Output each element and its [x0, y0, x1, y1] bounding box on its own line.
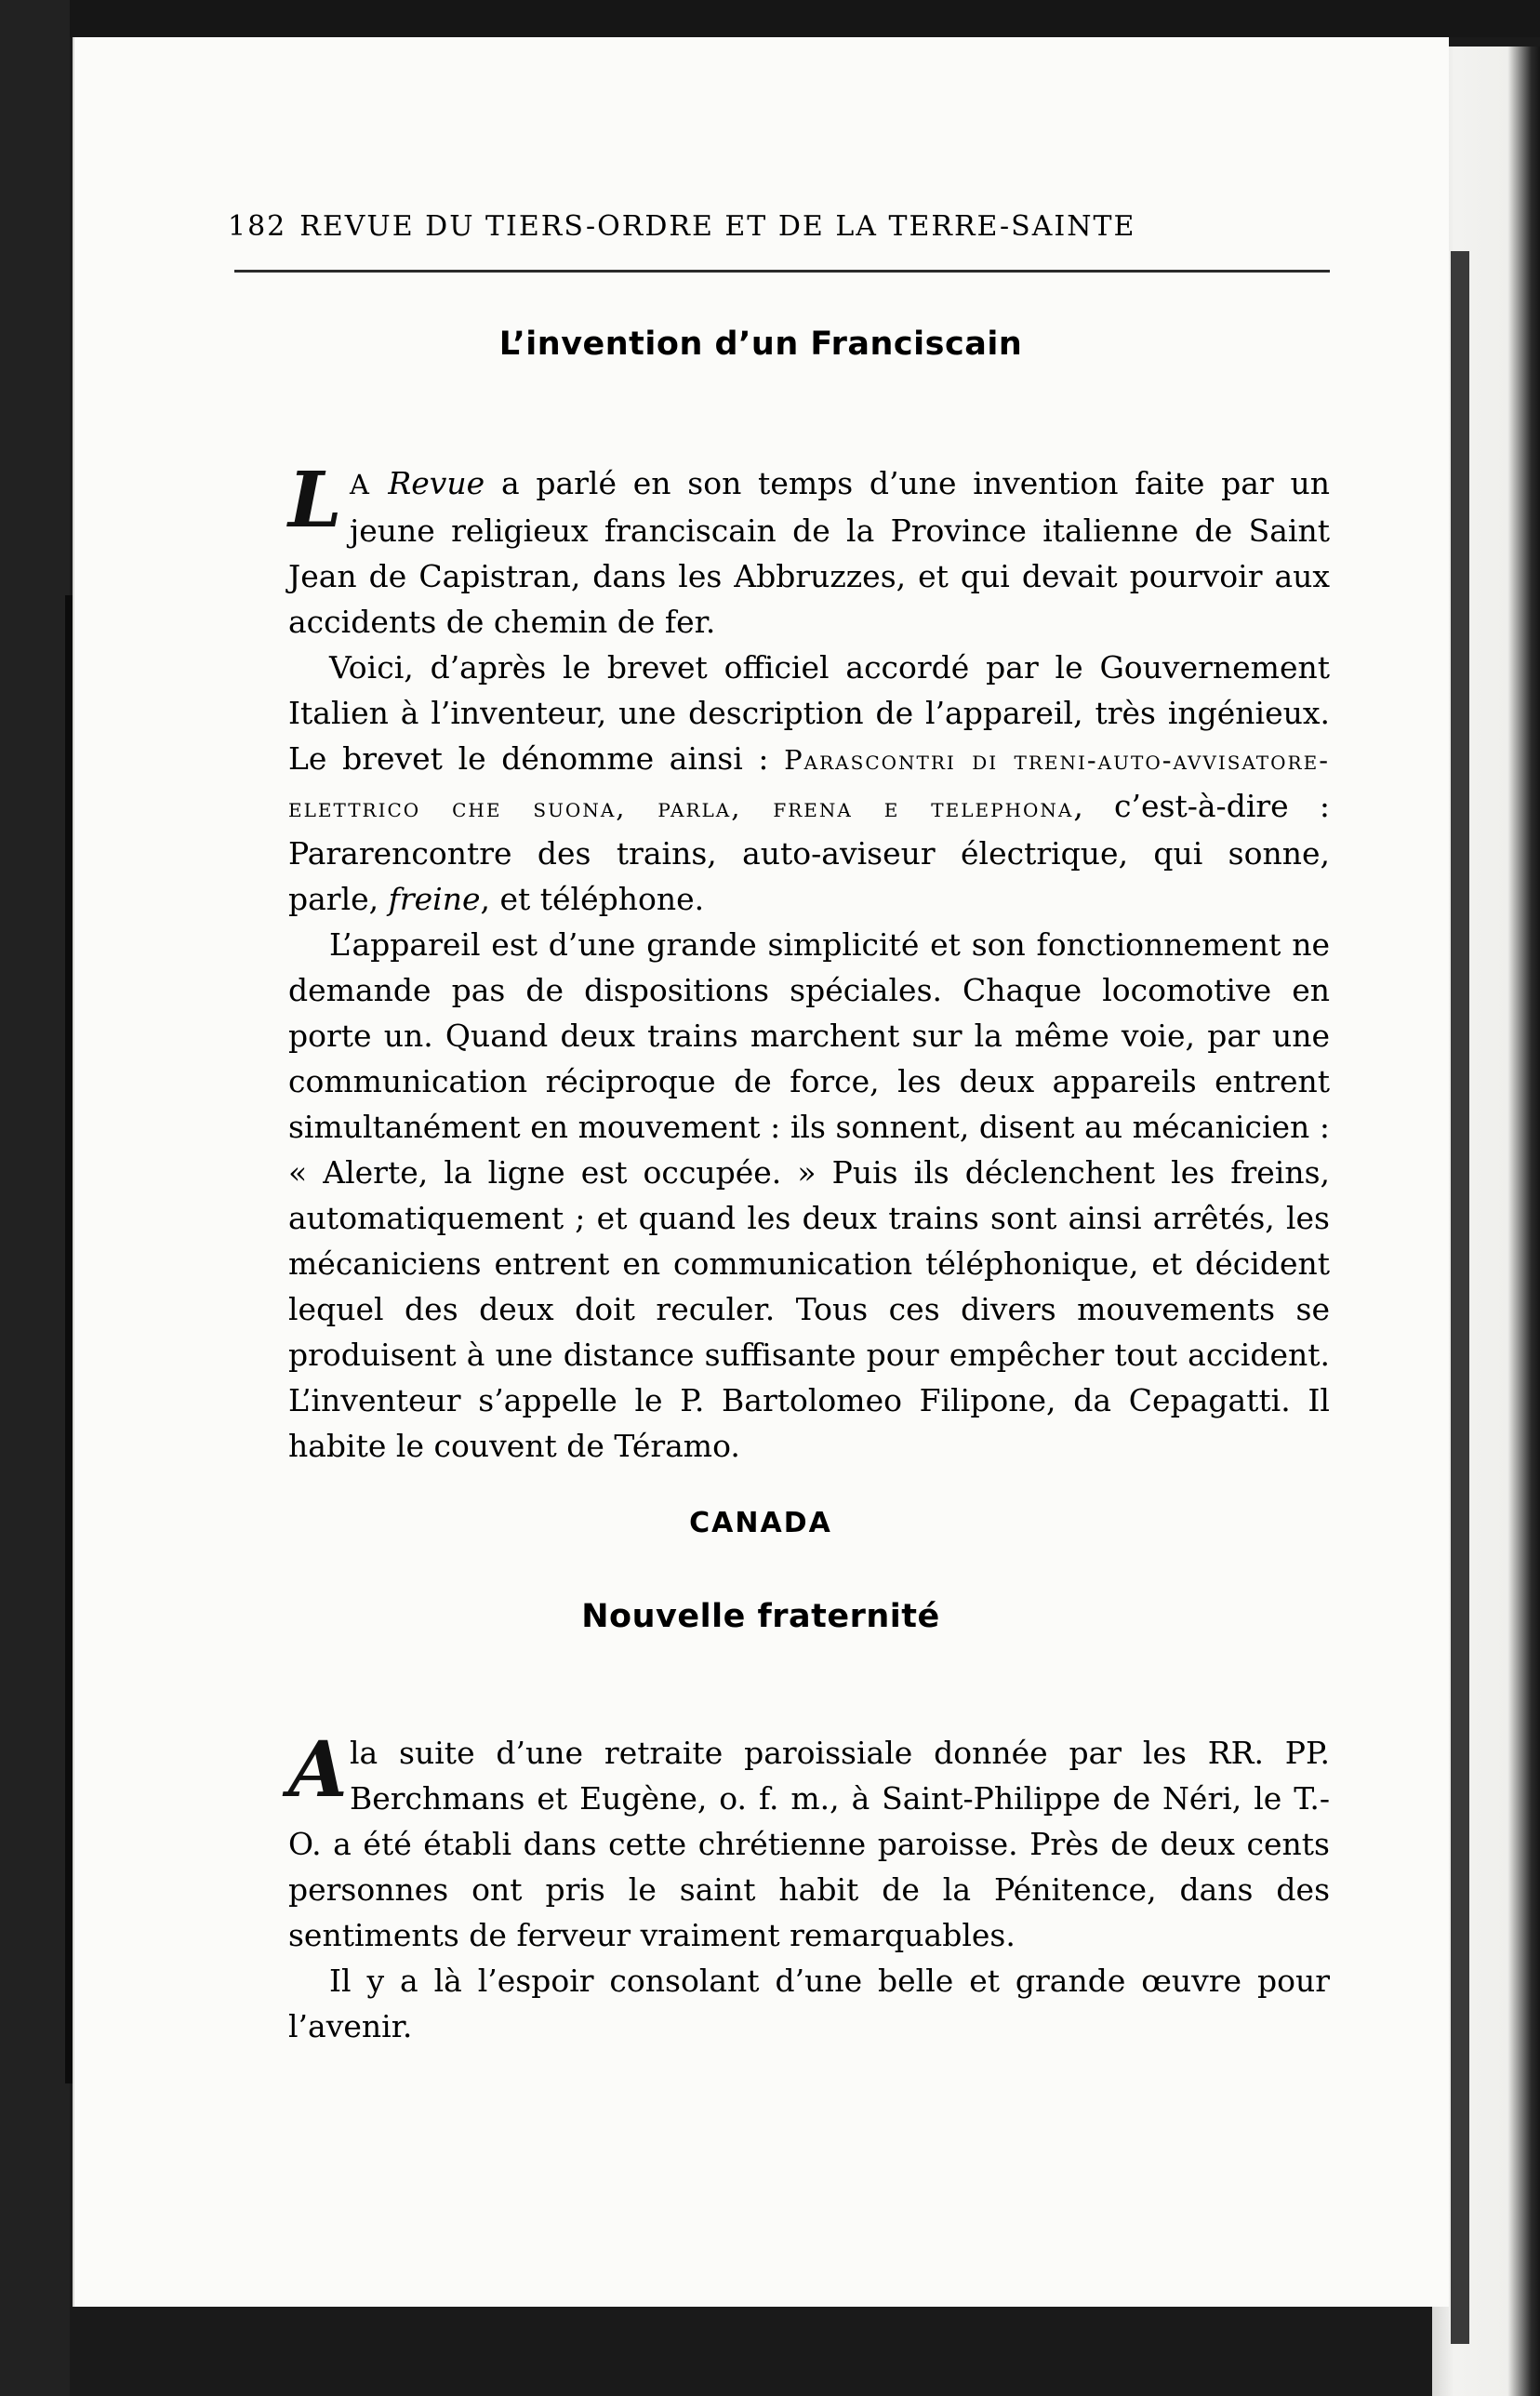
running-title: REVUE DU TIERS-ORDRE ET DE LA TERRE-SAINTE	[299, 210, 1136, 243]
patent-name: Parascontri di treni-auto-avvisatore-elettrico che suona, parla, frena e telephona	[288, 744, 1330, 823]
paragraph-intro	[288, 456, 1330, 645]
header-rule	[234, 270, 1330, 273]
scan-background-left	[0, 0, 70, 2396]
revue-italic: Revue	[388, 465, 485, 501]
freine-italic: freine	[388, 881, 481, 917]
scan-background-top	[0, 0, 1540, 37]
intro-text: a parlé en son temps d’une invention faite par un jeune religieux franciscain de la Province italienne de Saint Jean de Capistran, dans les Abbruzzes, et qui devait pourvoir aux accidents de chemin de fer.	[288, 465, 1330, 640]
patent-text-c: , et téléphone.	[480, 881, 705, 917]
intro-smallcaps: A	[350, 469, 389, 500]
paragraph-patent	[288, 645, 1330, 922]
paragraph-description: L’appareil est d’une grande simplicité et son fonctionnement ne demande pas de dispositions spéciales. Chaque locomotive en porte un. Quand deux trains marchent sur la même voie, par une communication réciproque de force, les deux appareils entrent simultanément en mouvement : ils sonnent, disent au mécanicien : « Alerte, la ligne est occupée. » Puis ils déclenchent les freins, automatiquement ; et quand les deux trains sont ainsi arrêtés, les mécaniciens entrent en communication téléphonique, et décident lequel des deux doit reculer. Tous ces divers mouvements se produisent à une distance suffisante pour empêcher tout accident. L’inventeur s’appelle le P. Bartolomeo Filipone, da Cepagatti. Il habite le couvent de Téramo.	[288, 926, 1330, 1464]
article-title-fraternite: Nouvelle fraternité	[581, 1598, 940, 1635]
patent-text-a: Voici, d’après le brevet officiel accordé par le Gouvernement Italien à l’inventeur, une description de l’appareil, très ingénieux. Le brevet le dénomme ainsi :	[288, 649, 1330, 777]
article-title-invention: L’invention d’un Franciscain	[498, 326, 1023, 363]
drop-cap-initial-2: A	[288, 1725, 348, 1815]
section-heading-canada: CANADA	[689, 1507, 832, 1539]
article-body-invention	[288, 456, 1330, 1469]
paragraph-espoir: Il y a là l’espoir consolant d’une belle et grande œuvre pour l’avenir.	[288, 1963, 1330, 2044]
article-body-fraternite	[288, 1725, 1330, 2049]
book-spine	[1451, 251, 1469, 2344]
paragraph-retraite	[288, 1725, 1330, 1958]
page-number: 182	[228, 210, 287, 243]
retraite-text: la suite d’une retraite paroissiale donnée par les RR. PP. Berchmans et Eugène, o. f. m., à Saint-Philippe de Néri, le T.-O. a été établi dans cette chrétienne paroisse. Près de deux cents personnes ont pris le saint habit de la Pénitence, dans des sentiments de ferveur vraiment remarquables.	[288, 1735, 1330, 1953]
patent-text-b: , c’est-à-dire : Pararencontre des trains, auto-aviseur électrique, qui sonne, parle,	[288, 788, 1330, 917]
drop-cap-initial: L	[288, 456, 342, 545]
running-header	[228, 210, 1330, 253]
